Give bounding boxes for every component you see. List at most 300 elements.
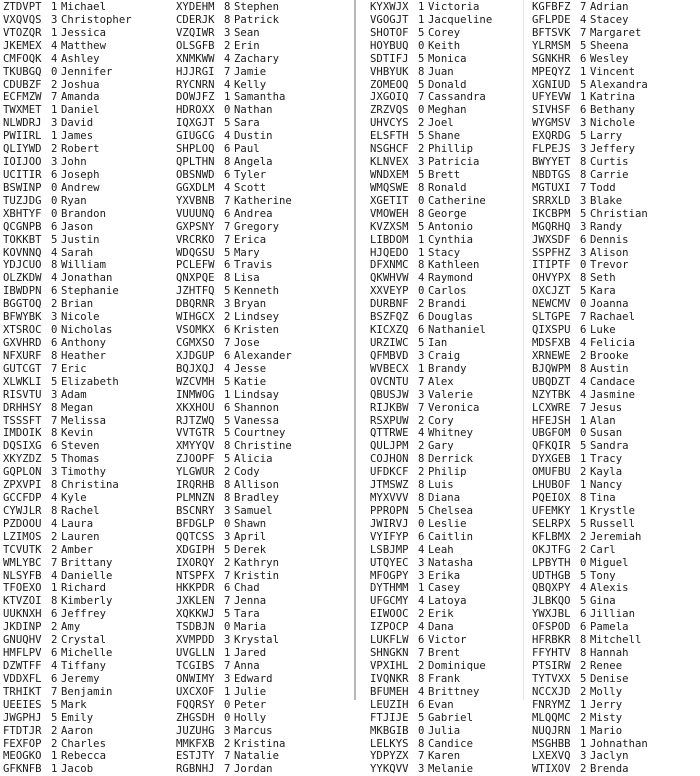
record-code: OBSNWD [176, 168, 215, 181]
list-item [3, 156, 132, 169]
record-number: 0 [224, 104, 231, 117]
record-name: Shawn [234, 517, 267, 530]
record-name: Nicole [61, 311, 100, 324]
record-code: NUQJRN [532, 724, 571, 737]
list-item [532, 130, 648, 143]
list-item [3, 1, 132, 14]
list-item [176, 156, 292, 169]
record-code: VZQIWR [176, 26, 215, 39]
record-number: 3 [51, 388, 58, 401]
record-name: Jeffrey [61, 608, 106, 621]
record-name: Todd [590, 181, 616, 194]
record-name: Alexis [590, 582, 629, 595]
record-code: QBUSJW [370, 388, 409, 401]
list-item [176, 595, 292, 608]
list-item [3, 440, 132, 453]
record-number: 0 [418, 285, 425, 298]
record-name: Julie [234, 685, 267, 698]
record-number: 5 [580, 130, 587, 143]
list-item [532, 750, 648, 763]
record-name: Michelle [61, 647, 113, 660]
record-code: IRQRHB [176, 479, 215, 492]
record-number: 6 [51, 220, 58, 233]
record-name: Katrina [590, 91, 635, 104]
list-item [176, 324, 292, 337]
record-code: GCCFDP [3, 492, 42, 505]
record-name: Samuel [234, 504, 273, 517]
record-code: VVTGTR [176, 427, 215, 440]
list-item [176, 40, 292, 53]
record-number: 2 [580, 660, 587, 673]
record-number: 1 [580, 414, 587, 427]
record-number: 8 [418, 259, 425, 272]
record-name: Carlos [428, 285, 467, 298]
record-name: Casey [428, 582, 461, 595]
list-item [532, 169, 648, 182]
record-number: 1 [51, 763, 58, 776]
list-item [370, 492, 492, 505]
record-code: QFMBVD [370, 349, 409, 362]
list-item [370, 544, 492, 557]
list-item [370, 285, 492, 298]
list-item [176, 738, 292, 751]
record-name: Patricia [428, 156, 480, 169]
record-code: UFDKCF [370, 466, 409, 479]
list-item [370, 608, 492, 621]
record-name: Bethany [590, 104, 635, 117]
record-code: XXVEYP [370, 285, 409, 298]
record-number: 1 [51, 26, 58, 39]
record-name: Ian [428, 336, 448, 349]
list-item [532, 725, 648, 738]
record-number: 0 [580, 259, 587, 272]
record-number: 3 [51, 311, 58, 324]
list-item [3, 725, 132, 738]
record-name: Johnathan [590, 737, 648, 750]
record-number: 4 [51, 272, 58, 285]
record-code: IXORQY [176, 556, 215, 569]
record-code: XKXHOU [176, 401, 215, 414]
record-name: Mark [61, 698, 87, 711]
record-name: Victor [428, 634, 467, 647]
record-name: Randy [590, 220, 623, 233]
record-number: 5 [418, 130, 425, 143]
record-code: TOKKBT [3, 233, 42, 246]
list-item [176, 427, 292, 440]
list-item [176, 130, 292, 143]
record-code: DZWTFF [3, 660, 42, 673]
list-item [370, 647, 492, 660]
list-item [532, 686, 648, 699]
record-name: Lindsay [234, 388, 279, 401]
list-item [176, 298, 292, 311]
list-item [176, 350, 292, 363]
record-number: 5 [224, 543, 231, 556]
record-code: DFXNMC [370, 259, 409, 272]
record-name: Brett [428, 168, 461, 181]
record-name: Miguel [590, 556, 629, 569]
list-item [370, 415, 492, 428]
list-item [3, 712, 132, 725]
record-number: 7 [418, 401, 425, 414]
list-item [370, 750, 492, 763]
record-number: 4 [224, 130, 231, 143]
record-code: XKYZDZ [3, 453, 42, 466]
list-item [532, 66, 648, 79]
record-code: XNMKWW [176, 52, 215, 65]
record-code: SELRPX [532, 517, 571, 530]
record-code: UBGFOM [532, 427, 571, 440]
record-code: ZOMEOQ [370, 78, 409, 91]
record-number: 8 [224, 272, 231, 285]
record-name: Jeffery [590, 143, 635, 156]
record-name: Rebecca [61, 750, 106, 763]
list-item [370, 66, 492, 79]
record-code: BFWYBK [3, 311, 42, 324]
record-number: 7 [224, 65, 231, 78]
record-code: QKWHVW [370, 272, 409, 285]
record-name: Whitney [428, 427, 473, 440]
record-name: Jose [234, 336, 260, 349]
record-code: COJHON [370, 453, 409, 466]
record-name: Jeremy [61, 672, 100, 685]
record-number: 2 [418, 660, 425, 673]
record-code: VTOZQR [3, 26, 42, 39]
record-code: RSXPUW [370, 414, 409, 427]
record-number: 6 [224, 349, 231, 362]
record-code: NSGHCF [370, 143, 409, 156]
record-name: Vanessa [234, 414, 279, 427]
record-name: Brandon [61, 207, 106, 220]
list-item [370, 557, 492, 570]
record-number: 0 [51, 65, 58, 78]
record-number: 1 [418, 233, 425, 246]
list-item [3, 195, 132, 208]
record-code: KTVZOI [3, 595, 42, 608]
list-item [532, 518, 648, 531]
record-number: 2 [418, 466, 425, 479]
record-number: 7 [418, 375, 425, 388]
list-item [3, 763, 132, 776]
record-name: Ashley [61, 52, 100, 65]
list-item [176, 673, 292, 686]
record-code: WTIXOV [532, 763, 571, 776]
record-name: Jennifer [61, 65, 113, 78]
record-name: Andrea [234, 207, 273, 220]
record-number: 6 [51, 336, 58, 349]
record-number: 6 [224, 582, 231, 595]
record-code: BFUMEH [370, 685, 409, 698]
record-code: TCVUTK [3, 543, 42, 556]
record-code: QTTRWE [370, 427, 409, 440]
list-item [532, 40, 648, 53]
list-item [176, 686, 292, 699]
record-number: 2 [51, 78, 58, 91]
record-number: 8 [224, 492, 231, 505]
record-number: 8 [418, 207, 425, 220]
record-name: Molly [590, 685, 623, 698]
record-code: PQEIOX [532, 492, 571, 505]
record-code: KVZXSM [370, 220, 409, 233]
record-name: Denise [590, 672, 629, 685]
record-name: Shannon [234, 401, 279, 414]
list-item [3, 104, 132, 117]
record-code: YYKQVV [370, 763, 409, 776]
record-name: Erin [234, 39, 260, 52]
record-code: JKDINP [3, 621, 42, 634]
record-code: JWGPHJ [3, 711, 42, 724]
record-number: 4 [51, 52, 58, 65]
list-item [532, 272, 648, 285]
record-code: KFLBMX [532, 530, 571, 543]
list-item [3, 182, 132, 195]
record-code: VRCRKO [176, 233, 215, 246]
list-item [532, 738, 648, 751]
record-name: Kelly [234, 78, 267, 91]
record-code: QIXSPU [532, 324, 571, 337]
record-name: Gabriel [428, 711, 473, 724]
record-name: Juan [428, 65, 454, 78]
record-code: JTMSWZ [370, 479, 409, 492]
record-number: 8 [418, 65, 425, 78]
record-name: Samantha [234, 91, 286, 104]
list-item [532, 182, 648, 195]
record-number: 1 [224, 647, 231, 660]
record-number: 4 [224, 362, 231, 375]
record-name: Allison [234, 479, 279, 492]
record-code: ELSFTH [370, 130, 409, 143]
record-code: IZPOCP [370, 621, 409, 634]
record-number: 4 [418, 685, 425, 698]
list-item [370, 531, 492, 544]
record-code: SHOTOF [370, 26, 409, 39]
record-name: Gina [590, 595, 616, 608]
record-number: 4 [418, 427, 425, 440]
record-number: 1 [580, 724, 587, 737]
record-name: Cynthia [428, 233, 473, 246]
record-number: 2 [51, 621, 58, 634]
record-name: Brittney [428, 685, 480, 698]
list-item [176, 570, 292, 583]
record-number: 8 [51, 427, 58, 440]
record-number: 6 [224, 143, 231, 156]
record-number: 2 [580, 711, 587, 724]
record-number: 5 [51, 233, 58, 246]
record-name: Mitchell [590, 634, 642, 647]
list-item [532, 544, 648, 557]
record-number: 7 [224, 763, 231, 776]
record-code: BQJXQJ [176, 362, 215, 375]
record-name: Anna [234, 660, 260, 673]
record-number: 5 [580, 207, 587, 220]
record-number: 8 [224, 1, 231, 13]
record-number: 2 [51, 530, 58, 543]
record-code: OVCNTU [370, 375, 409, 388]
list-item [176, 104, 292, 117]
record-code: PCLEFW [176, 259, 215, 272]
list-item [532, 415, 648, 428]
record-name: Heather [61, 349, 106, 362]
record-name: Elizabeth [61, 375, 119, 388]
record-code: FQQRSY [176, 698, 215, 711]
record-number: 3 [224, 672, 231, 685]
record-number: 1 [224, 388, 231, 401]
record-number: 1 [51, 1, 58, 13]
record-name: Adam [61, 388, 87, 401]
record-number: 1 [580, 504, 587, 517]
record-name: Katie [234, 375, 267, 388]
list-item [3, 66, 132, 79]
record-number: 1 [51, 582, 58, 595]
record-code: JXKLEN [176, 595, 215, 608]
list-item [370, 79, 492, 92]
record-name: Felicia [590, 336, 635, 349]
list-item [370, 169, 492, 182]
record-number: 7 [418, 91, 425, 104]
list-item [3, 479, 132, 492]
list-item [3, 363, 132, 376]
record-number: 2 [418, 608, 425, 621]
list-item [176, 66, 292, 79]
list-item [3, 738, 132, 751]
record-number: 8 [580, 156, 587, 169]
record-name: Justin [61, 233, 100, 246]
record-name: Angela [234, 156, 273, 169]
record-number: 3 [224, 634, 231, 647]
list-item [176, 234, 292, 247]
record-code: FTDTJR [3, 724, 42, 737]
record-code: RJTZWQ [176, 414, 215, 427]
record-number: 5 [224, 414, 231, 427]
column-divider-faint [523, 0, 524, 700]
record-number: 4 [224, 181, 231, 194]
record-name: Douglas [428, 311, 473, 324]
list-item [176, 505, 292, 518]
list-item [176, 725, 292, 738]
record-code: NLWDRJ [3, 117, 42, 130]
record-code: OMUFBU [532, 466, 571, 479]
record-code: VPXIHL [370, 660, 409, 673]
record-number: 5 [224, 608, 231, 621]
record-number: 7 [224, 220, 231, 233]
record-number: 5 [580, 285, 587, 298]
record-number: 4 [224, 78, 231, 91]
record-name: Donald [428, 78, 467, 91]
record-number: 8 [418, 672, 425, 685]
list-item [532, 143, 648, 156]
record-number: 8 [418, 737, 425, 750]
record-code: TSDBJN [176, 621, 215, 634]
record-number: 2 [51, 298, 58, 311]
list-item [532, 27, 648, 40]
list-item [370, 104, 492, 117]
list-item [176, 182, 292, 195]
list-item [3, 466, 132, 479]
record-number: 0 [418, 104, 425, 117]
record-number: 7 [51, 91, 58, 104]
record-name: Luke [590, 324, 616, 337]
list-item [532, 608, 648, 621]
list-item [176, 363, 292, 376]
list-item [370, 40, 492, 53]
list-item [370, 27, 492, 40]
record-code: HFEJSH [532, 414, 571, 427]
record-name: Jonathan [61, 272, 113, 285]
record-code: HKKPDR [176, 582, 215, 595]
record-name: Cody [234, 466, 260, 479]
record-name: Tiffany [61, 660, 106, 673]
record-code: LPBYTH [532, 556, 571, 569]
record-name: Alicia [234, 453, 273, 466]
list-item [370, 634, 492, 647]
record-number: 8 [580, 168, 587, 181]
record-code: DURBNF [370, 298, 409, 311]
record-code: ZJOOPF [176, 453, 215, 466]
list-item [176, 169, 292, 182]
record-number: 5 [580, 78, 587, 91]
list-item [3, 79, 132, 92]
list-item [3, 91, 132, 104]
list-item [532, 104, 648, 117]
record-number: 5 [224, 453, 231, 466]
record-number: 0 [51, 324, 58, 337]
record-number: 2 [580, 466, 587, 479]
record-code: UFGCMY [370, 595, 409, 608]
record-code: SLTGPE [532, 311, 571, 324]
list-item [370, 247, 492, 260]
record-name: Emily [61, 711, 94, 724]
list-item [532, 595, 648, 608]
record-code: UUKNXH [3, 608, 42, 621]
record-code: WYGMSV [532, 117, 571, 130]
record-code: QQTCSS [176, 530, 215, 543]
record-code: MGTUXI [532, 181, 571, 194]
record-code: DYXGEB [532, 453, 571, 466]
record-code: TCGIBS [176, 660, 215, 673]
record-name: Nichole [590, 117, 635, 130]
record-code: XGNIUD [532, 78, 571, 91]
record-name: Margaret [590, 26, 642, 39]
record-number: 4 [580, 375, 587, 388]
list-item [176, 582, 292, 595]
list-item [176, 195, 292, 208]
list-item [3, 14, 132, 27]
record-name: Derek [234, 543, 267, 556]
record-name: Susan [590, 427, 623, 440]
record-number: 0 [418, 39, 425, 52]
list-item [532, 505, 648, 518]
record-name: Jesse [234, 362, 267, 375]
record-number: 8 [580, 272, 587, 285]
list-item [3, 415, 132, 428]
record-code: XQKKWJ [176, 608, 215, 621]
list-item [370, 156, 492, 169]
record-number: 7 [224, 194, 231, 207]
record-name: Nancy [590, 479, 623, 492]
list-item [176, 531, 292, 544]
record-code: INMWOG [176, 388, 215, 401]
record-number: 3 [51, 13, 58, 26]
list-item [176, 402, 292, 415]
record-name: Curtis [590, 156, 629, 169]
record-name: Eric [61, 362, 87, 375]
record-number: 8 [224, 440, 231, 453]
record-name: Brian [61, 298, 94, 311]
record-code: EXQRDG [532, 130, 571, 143]
list-item [176, 143, 292, 156]
record-code: FTJIJE [370, 711, 409, 724]
list-item [370, 673, 492, 686]
